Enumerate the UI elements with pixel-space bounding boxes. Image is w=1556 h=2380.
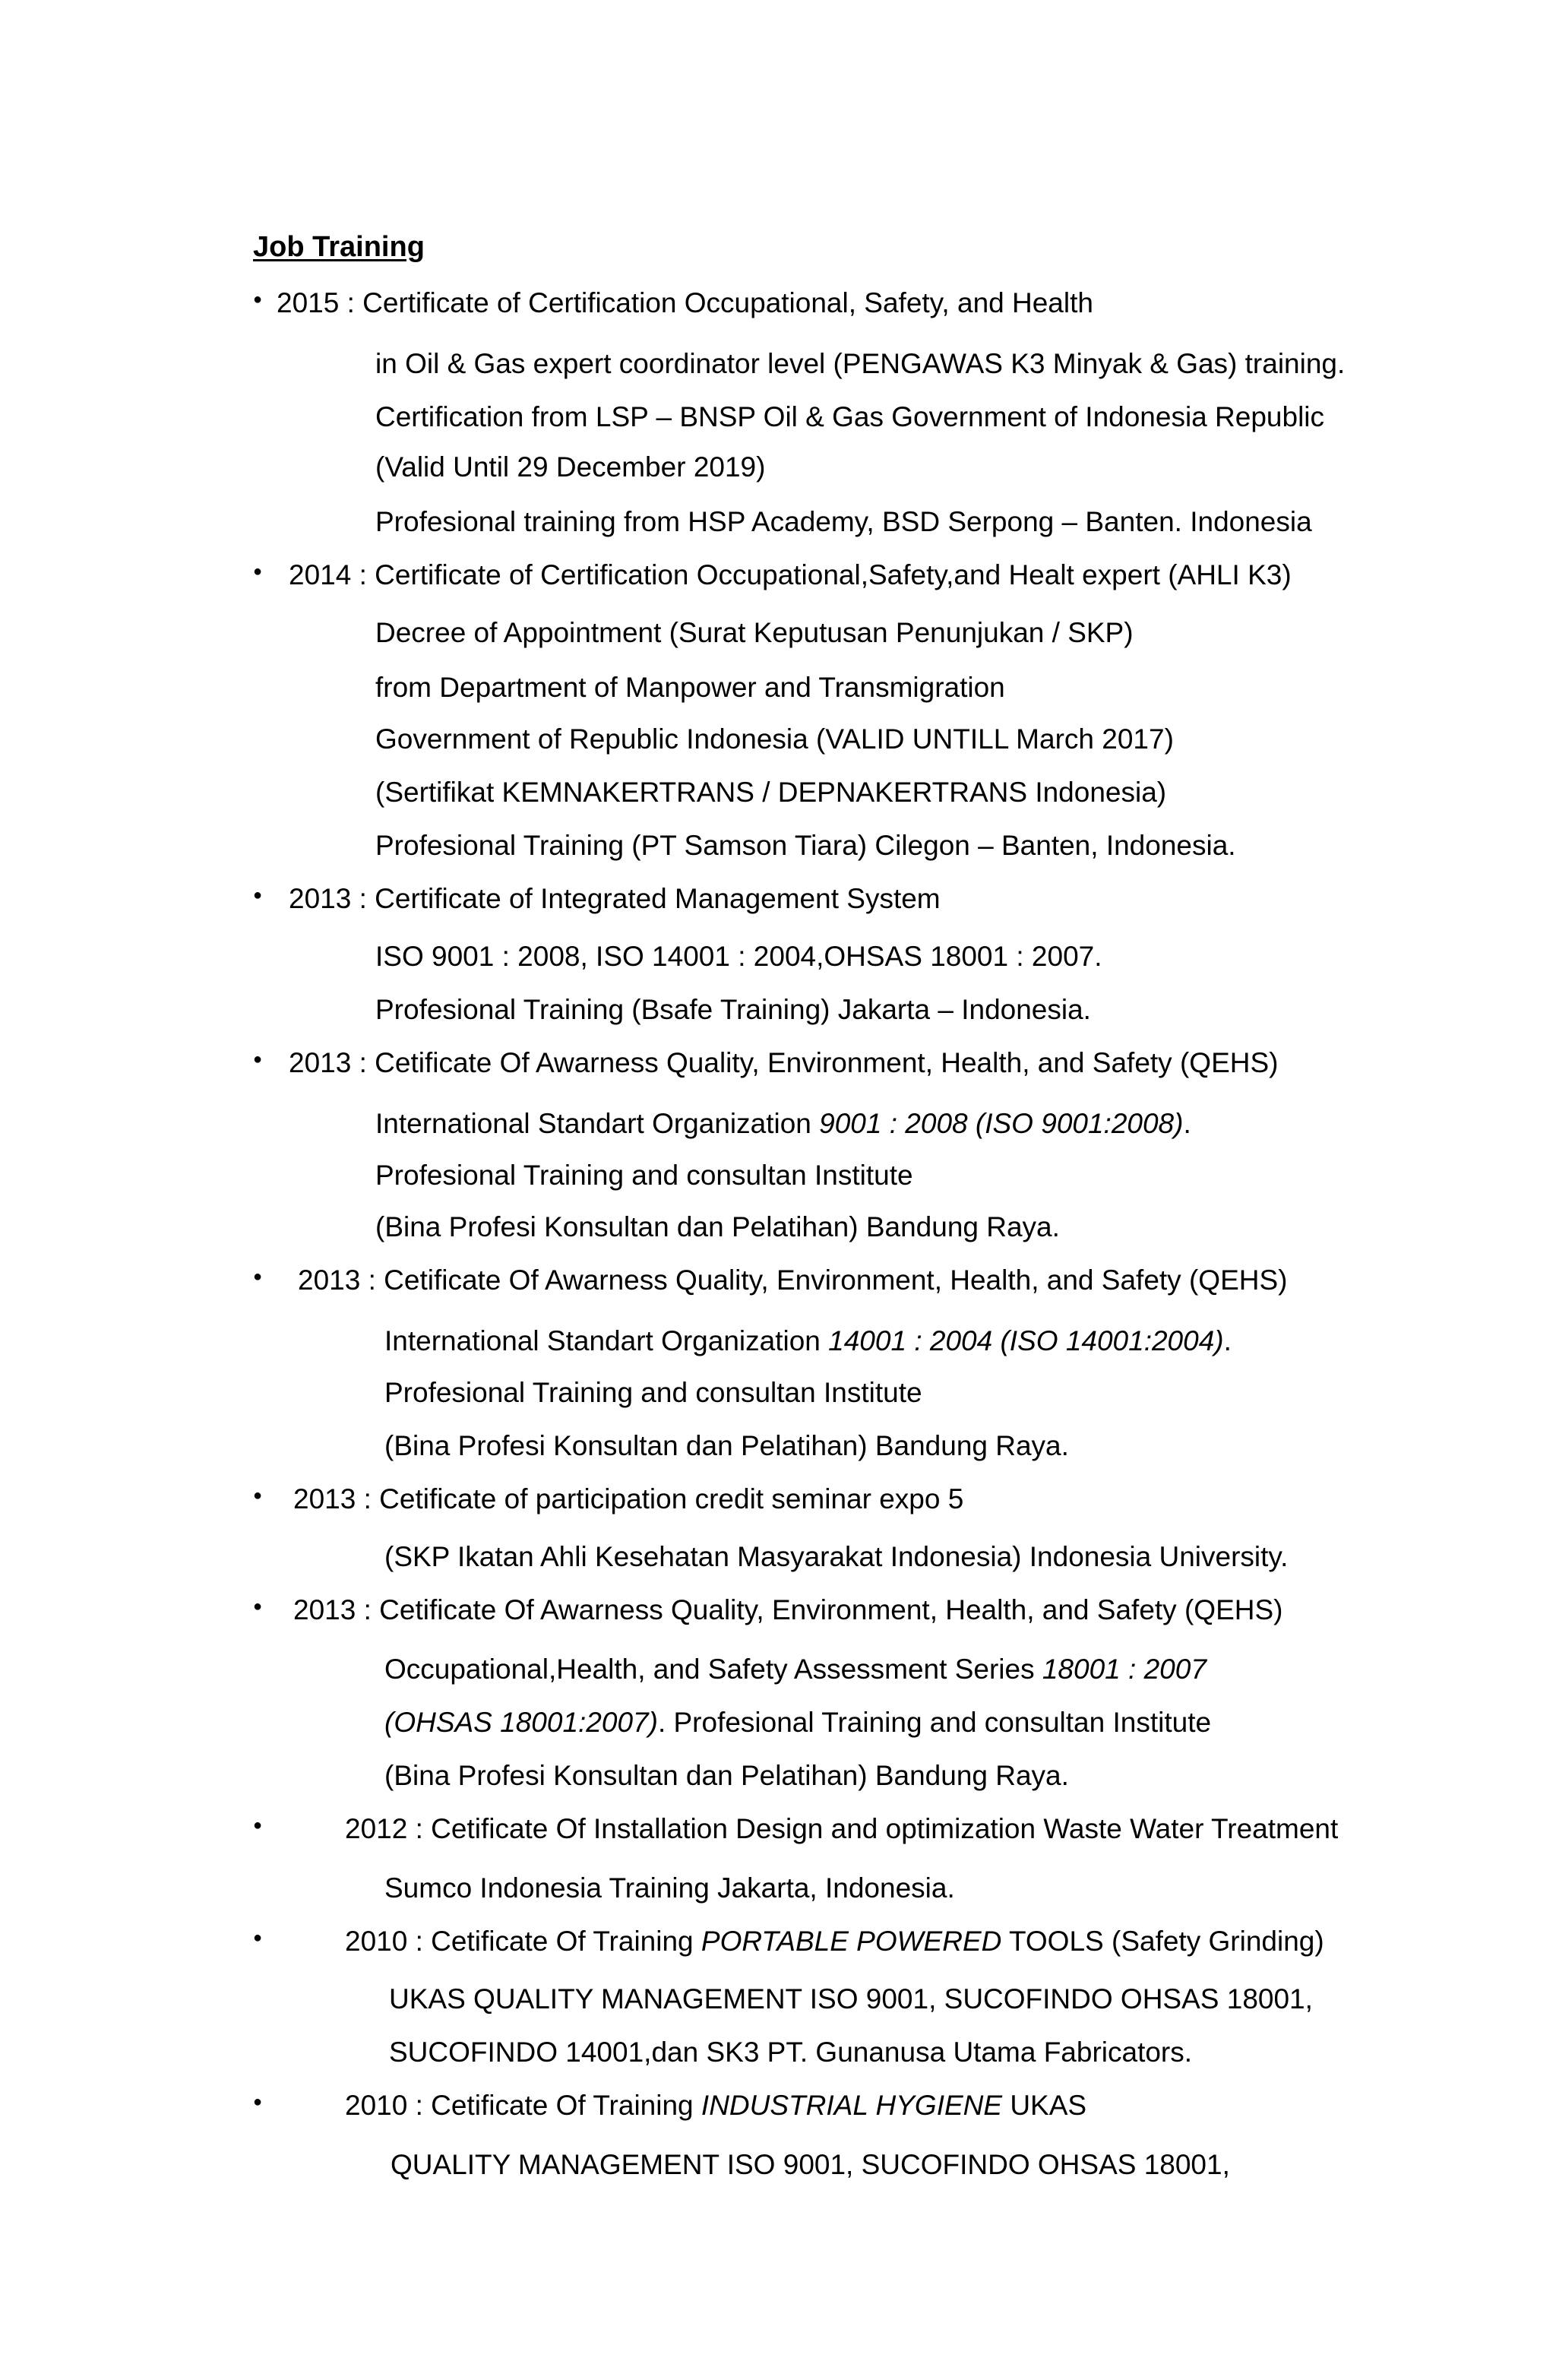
line-text: 2013 : Cetificate Of Awarness Quality, Environment, Health, and Safety (QEHS) (289, 1047, 1279, 1078)
line-text: (Bina Profesi Konsultan dan Pelatihan) Bandung Raya. (384, 1760, 1069, 1791)
training-entry-detail (384, 1378, 922, 1407)
training-entry-detail (375, 673, 1005, 701)
bullet-icon: ● (253, 1487, 263, 1504)
training-entry-detail (375, 1109, 1191, 1138)
line-text: 2012 : Cetificate Of Installation Design and optimization Waste Water Treatment (345, 1813, 1339, 1844)
line-text: Decree of Appointment (Surat Keputusan Penunjukan / SKP) (375, 617, 1134, 648)
bullet-icon: ● (253, 1598, 263, 1615)
line-text: Profesional Training (PT Samson Tiara) Cilegon – Banten, Indonesia. (375, 830, 1236, 861)
line-text: UKAS QUALITY MANAGEMENT ISO 9001, SUCOFINDO OHSAS 18001, (389, 1983, 1313, 2014)
training-entry-detail (375, 942, 1102, 970)
line-text: Occupational,Health, and Safety Assessment Series (384, 1654, 1042, 1685)
line-text: 2013 : Cetificate of participation credit seminar expo 5 (293, 1483, 964, 1514)
training-entry-detail (375, 1213, 1060, 1241)
line-text: International Standart Organization (375, 1108, 820, 1139)
training-entry-detail (384, 1432, 1069, 1460)
bullet-icon: ● (253, 887, 263, 904)
italic-text: 18001 : 2007 (1042, 1654, 1207, 1685)
training-entry-title (345, 1815, 1338, 1843)
italic-text: PORTABLE POWERED (701, 1926, 1002, 1957)
training-entry-detail (389, 1985, 1313, 2013)
line-text: 2013 : Cetificate Of Awarness Quality, Environment, Health, and Safety (QEHS) (293, 1594, 1283, 1625)
training-entry-detail (375, 403, 1324, 431)
line-text: Profesional Training (Bsafe Training) Jakarta – Indonesia. (375, 994, 1091, 1025)
training-entry-title (289, 885, 941, 913)
training-entry-detail (384, 1327, 1232, 1355)
line-text: (Bina Profesi Konsultan dan Pelatihan) Bandung Raya. (375, 1211, 1060, 1242)
italic-text: 14001 : 2004 (ISO 14001:2004) (828, 1325, 1224, 1356)
training-entry-detail (375, 995, 1091, 1024)
training-entry-detail (384, 1655, 1207, 1683)
training-entry-title (289, 1049, 1278, 1077)
line-text: ISO 9001 : 2008, ISO 14001 : 2004,OHSAS 18001 : 2007. (375, 941, 1102, 972)
italic-text: (OHSAS 18001:2007) (384, 1707, 658, 1738)
training-entry-title (345, 1927, 1324, 1955)
line-text: 2010 : Cetificate Of Training (345, 1926, 701, 1957)
line-text: . (1183, 1108, 1191, 1139)
line-text: 2013 : Cetificate Of Awarness Quality, Environment, Health, and Safety (QEHS) (298, 1264, 1288, 1296)
line-text: 2010 : Cetificate Of Training (345, 2090, 701, 2121)
line-text: 2015 : Certificate of Certification Occupational, Safety, and Health (277, 287, 1093, 318)
line-text: (Valid Until 29 December 2019) (375, 451, 766, 483)
line-text: . (1223, 1325, 1232, 1356)
line-text: Sumco Indonesia Training Jakarta, Indonesia. (384, 1872, 955, 1904)
training-entry-detail (375, 1161, 913, 1189)
bullet-icon: ● (253, 291, 263, 308)
training-entry-detail (384, 1708, 1211, 1736)
line-text: TOOLS (Safety Grinding) (1001, 1926, 1324, 1957)
line-text: Government of Republic Indonesia (VALID UNTILL March 2017) (375, 723, 1174, 755)
training-entry-detail (384, 1761, 1069, 1790)
line-text: 2013 : Certificate of Integrated Management System (289, 883, 941, 914)
line-text: Certification from LSP – BNSP Oil & Gas Government of Indonesia Republic (375, 401, 1325, 432)
training-entry-detail (375, 778, 1166, 806)
section-heading: Job Training (253, 231, 425, 263)
training-entry-detail (375, 453, 765, 481)
training-entry-detail (375, 831, 1236, 859)
line-text: Profesional Training and consultan Institute (375, 1160, 913, 1191)
line-text: (Bina Profesi Konsultan dan Pelatihan) Bandung Raya. (384, 1430, 1069, 1461)
training-entry-detail (384, 1874, 955, 1902)
line-text: . Profesional Training and consultan Institute (657, 1707, 1212, 1738)
line-text: 2014 : Certificate of Certification Occupational,Safety,and Healt expert (AHLI K3) (289, 559, 1292, 590)
line-text: UKAS (1002, 2090, 1087, 2121)
italic-text: 9001 : 2008 (ISO 9001:2008) (819, 1108, 1184, 1139)
training-entry-detail (375, 508, 1312, 536)
training-entry-detail (375, 725, 1174, 753)
training-entry-title (277, 289, 1093, 317)
bullet-icon: ● (253, 1051, 263, 1068)
italic-text: INDUSTRIAL HYGIENE (701, 2090, 1003, 2121)
training-entry-detail (375, 619, 1134, 647)
bullet-icon: ● (253, 1268, 263, 1285)
training-entry-detail (389, 2038, 1192, 2066)
line-text: in Oil & Gas expert coordinator level (PENGAWAS K3 Minyak & Gas) training. (375, 348, 1346, 379)
training-entry-title (293, 1596, 1282, 1624)
training-entry-title (289, 561, 1292, 589)
line-text: from Department of Manpower and Transmigration (375, 672, 1005, 703)
training-entry-detail (391, 2151, 1230, 2179)
bullet-icon: ● (253, 563, 263, 580)
line-text: Profesional Training and consultan Institute (384, 1377, 922, 1408)
line-text: (Sertifikat KEMNAKERTRANS / DEPNAKERTRANS Indonesia) (375, 777, 1167, 808)
training-entry-title (293, 1485, 963, 1513)
line-text: SUCOFINDO 14001,dan SK3 PT. Gunanusa Utama Fabricators. (389, 2037, 1193, 2068)
line-text: (SKP Ikatan Ahli Kesehatan Masyarakat Indonesia) Indonesia University. (384, 1541, 1289, 1572)
line-text: International Standart Organization (384, 1325, 829, 1356)
training-entry-detail (375, 350, 1345, 378)
bullet-icon: ● (253, 1929, 263, 1946)
training-entry-detail (384, 1543, 1288, 1571)
bullet-icon: ● (253, 1817, 263, 1834)
bullet-icon: ● (253, 2094, 263, 2110)
training-entry-title (345, 2091, 1086, 2119)
line-text: QUALITY MANAGEMENT ISO 9001, SUCOFINDO OHSAS 18001, (391, 2149, 1230, 2180)
training-entry-title (298, 1266, 1287, 1294)
line-text: Profesional training from HSP Academy, BSD Serpong – Banten. Indonesia (375, 506, 1312, 537)
